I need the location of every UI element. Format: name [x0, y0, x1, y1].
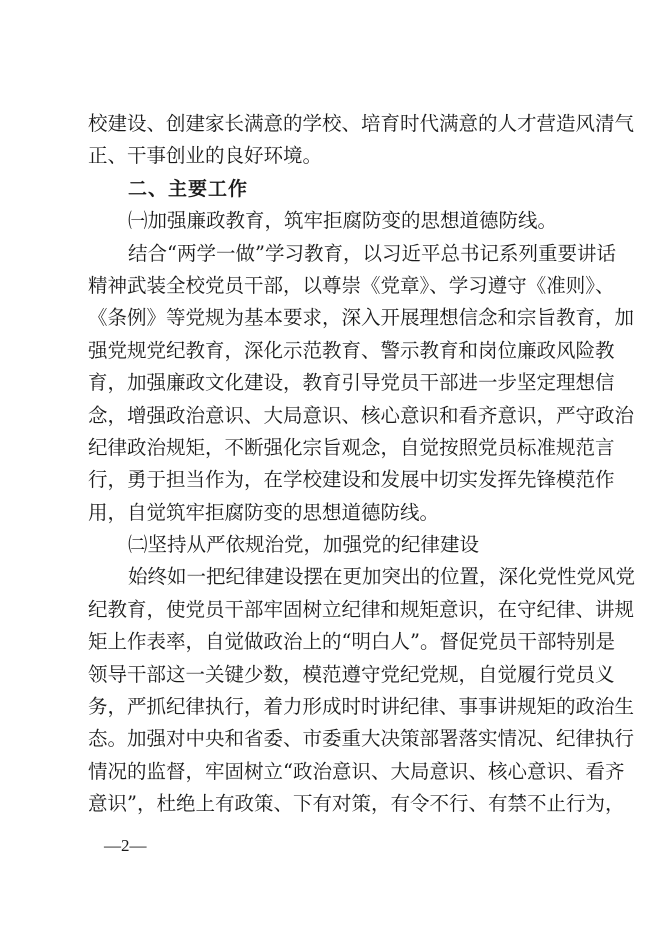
- paragraph-first-line: 始终如一把纪律建设摆在更加突出的位置，深化党性党风党: [128, 565, 636, 589]
- body-line: 意识”，杜绝上有政策、下有对策，有令不行、有禁不止行为，: [88, 792, 625, 816]
- body-line: 《条例》等党规为基本要求，深入开展理想信念和宗旨教育，加: [88, 306, 635, 330]
- paragraph-first-line: 结合“两学一做”学习教育，以习近平总书记系列重要讲话: [128, 241, 616, 265]
- subsection-heading: ㈡坚持从严依规治党，加强党的纪律建设: [128, 533, 480, 557]
- body-line: 念，增强政治意识、大局意识、核心意识和看齐意识，严守政治: [88, 403, 635, 427]
- subsection-heading: ㈠加强廉政教育，筑牢拒腐防变的思想道德防线。: [128, 209, 558, 233]
- body-line: 精神武装全校党员干部，以尊崇《党章》、学习遵守《准则》、: [88, 273, 615, 297]
- document-page: [88, 108, 636, 821]
- body-line: 校建设、创建家长满意的学校、培育时代满意的人才营造风清气: [88, 112, 635, 135]
- body-line: 用，自觉筑牢拒腐防变的思想道德防线。: [88, 500, 440, 524]
- body-line: 育，加强廉政文化建设，教育引导党员干部进一步坚定理想信: [88, 371, 615, 395]
- section-heading: 二、主要工作: [128, 177, 249, 200]
- body-line: 情况的监督，牢固树立“政治意识、大局意识、核心意识、看齐: [88, 759, 625, 783]
- body-line: 领导干部这一关键少数，模范遵守党纪党规，自觉履行党员义: [88, 662, 615, 686]
- body-line: 正、干事创业的良好环境。: [88, 144, 323, 168]
- body-line: 矩上作表率，自觉做政治上的“明白人”。督促党员干部特别是: [88, 630, 615, 654]
- body-line: 纪律政治规矩，不断强化宗旨观念，自觉按照党员标准规范言: [88, 435, 615, 459]
- body-line: 行，勇于担当作为，在学校建设和发展中切实发挥先锋模范作: [88, 468, 615, 492]
- body-line: 务，严抓纪律执行，着力形成时时讲纪律、事事讲规矩的政治生: [88, 695, 635, 719]
- body-line: 态。加强对中央和省委、市委重大决策部署落实情况、纪律执行: [88, 727, 635, 751]
- body-line: 强党规党纪教育，深化示范教育、警示教育和岗位廉政风险教: [88, 338, 615, 362]
- page-number: —2—: [104, 836, 147, 855]
- body-line: 纪教育，使党员干部牢固树立纪律和规矩意识，在守纪律、讲规: [88, 597, 635, 621]
